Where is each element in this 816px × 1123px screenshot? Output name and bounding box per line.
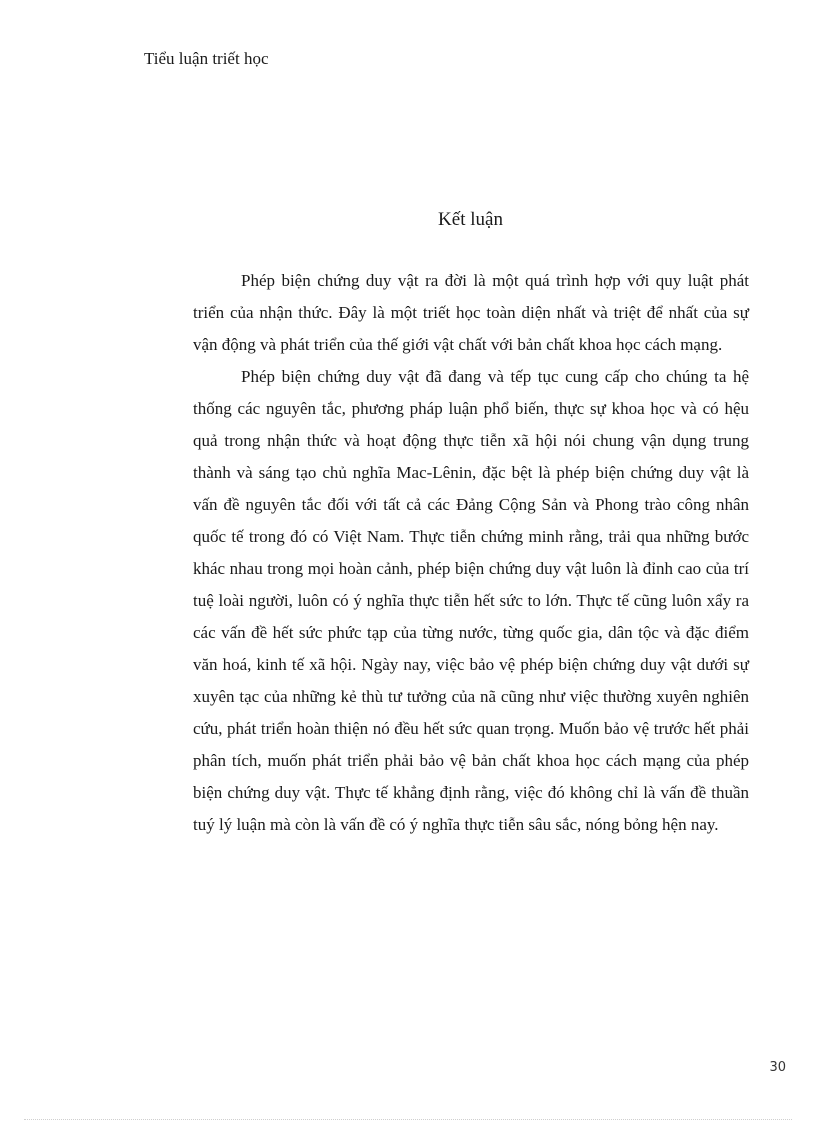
- body-text: [193, 265, 749, 841]
- chapter-title: Kết luận: [438, 209, 503, 230]
- page-edge-divider: [24, 1119, 792, 1120]
- paragraph: Phép biện chứng duy vật đã đang và tếp tục cung cấp cho chúng ta hệ thống các nguyên tắc, phương pháp luận phổ biến, thực sự khoa học và có hệu quả trong nhận thức và hoạt động thực tiễn xã hội nói chung vận dụng trung thành và sáng tạo chủ nghĩa Mac-Lênin, đặc bệt là phép biện chứng duy vật là vấn đề nguyên tắc đối với tất cả các Đảng Cộng Sản và Phong trào công nhân quốc tế trong đó có Việt Nam. Thực tiễn chứng minh rằng, trải qua những bước khác nhau trong mọi hoàn cảnh, phép biện chứng duy vật luôn là đỉnh cao của trí tuệ loài người, luôn có ý nghĩa thực tiễn hết sức to lớn. Thực tế cũng luôn xẩy ra các vấn đề hết sức phức tạp của từng nước, từng quốc gia, dân tộc và đặc điểm văn hoá, kinh tế xã hội. Ngày nay, việc bảo vệ phép biện chứng duy vật dưới sự xuyên tạc của những kẻ thù tư tưởng của nã cũng như việc thường xuyên nghiên cứu, phát triển hoàn thiện nó đều hết sức quan trọng. Muốn bảo vệ trước hết phải phân tích, muốn phát triển phải bảo vệ bản chất khoa học cách mạng của phép biện chứng duy vật. Thực tế khẳng định rằng, việc đó không chỉ là vấn đề thuần tuý lý luận mà còn là vấn đề có ý nghĩa thực tiễn sâu sắc, nóng bỏng hện nay.: [193, 367, 749, 834]
- running-header: Tiểu luận triết học: [144, 49, 269, 68]
- page-number: 30: [769, 1060, 786, 1075]
- paragraph: Phép biện chứng duy vật ra đời là một quá trình hợp với quy luật phát triển của nhận thức. Đây là một triết học toàn diện nhất và triệt để nhất của sự vận động và phát triển của thế giới vật chất với bản chất khoa học cách mạng.: [193, 271, 749, 354]
